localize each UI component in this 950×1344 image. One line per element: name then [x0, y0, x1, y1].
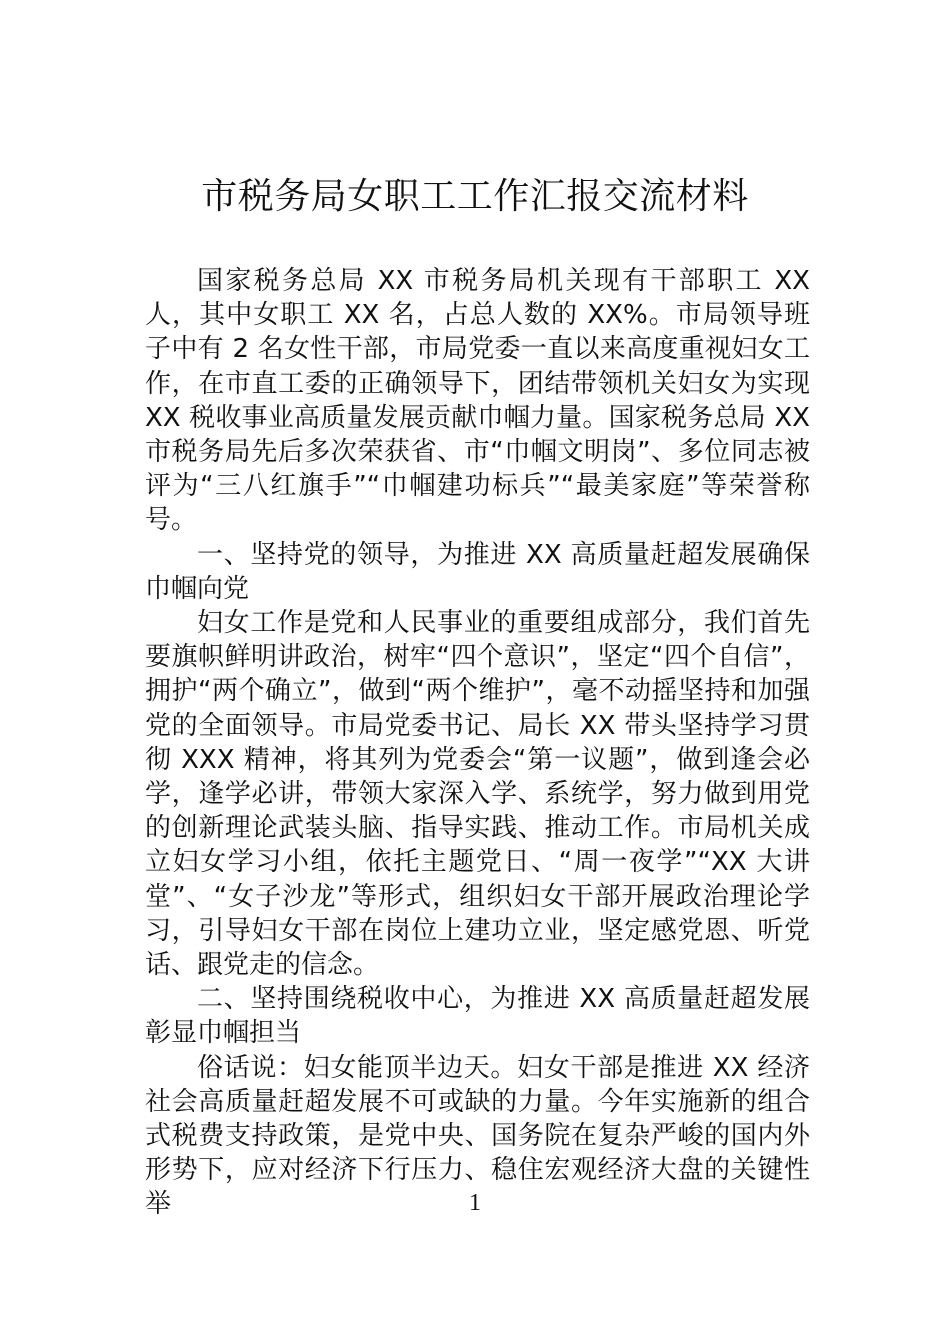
section-1-paragraph: 妇女工作是党和人民事业的重要组成部分，我们首先要旗帜鲜明讲政治，树牢“四个意识”，坚定“四个自信”，拥护“两个确立”，做到“两个维护”，毫不动摇坚持和加强党的全面领导。市局党委书记、局长 XX 带头坚持学习贯彻 XXX 精神，将其列为党委会“第一议题”，做到逢会必学，逢学必讲，带领大家深入学、系统学，努力做到用党的创新理论武装头脑、指导实践、推动工作。市局机关成立妇女学习小组，依托主题党日、“周一夜学”“XX 大讲堂”、“女子沙龙”等形式，组织妇女干部开展政治理论学习，引导妇女干部在岗位上建功立业，坚定感党恩、听党话、跟党走的信念。	[145, 608, 810, 981]
section-heading-2: 二、坚持围绕税收中心，为推进 XX 高质量赶超发展彰显巾帼担当	[145, 984, 810, 1049]
section-2-paragraph: 俗话说：妇女能顶半边天。妇女干部是推进 XX 经济社会高质量赶超发展不可或缺的力量。今年实施新的组合式税费支持政策，是党中央、国务院在复杂严峻的国内外形势下，应对经济下行压力、稳住宏观经济大盘的关键性举	[145, 1052, 810, 1220]
page-number: 1	[469, 1190, 481, 1216]
document-body	[145, 264, 810, 1222]
document-title: 市税务局女职工工作汇报交流材料	[201, 176, 749, 217]
section-heading-1: 一、坚持党的领导，为推进 XX 高质量赶超发展确保巾帼向党	[145, 539, 810, 604]
intro-paragraph: 国家税务总局 XX 市税务局机关现有干部职工 XX 人，其中女职工 XX 名，占总人数的 XX%。市局领导班子中有 2 名女性干部，市局党委一直以来高度重视妇女工作，在市直工委的正确领导下，团结带领机关妇女为实现 XX 税收事业高质量发展贡献巾帼力量。国家税务总局 XX 市税务局先后多次荣获省、市“巾帼文明岗”、多位同志被评为“三八红旗手”“巾帼建功标兵”“最美家庭”等荣誉称号。	[145, 266, 810, 536]
